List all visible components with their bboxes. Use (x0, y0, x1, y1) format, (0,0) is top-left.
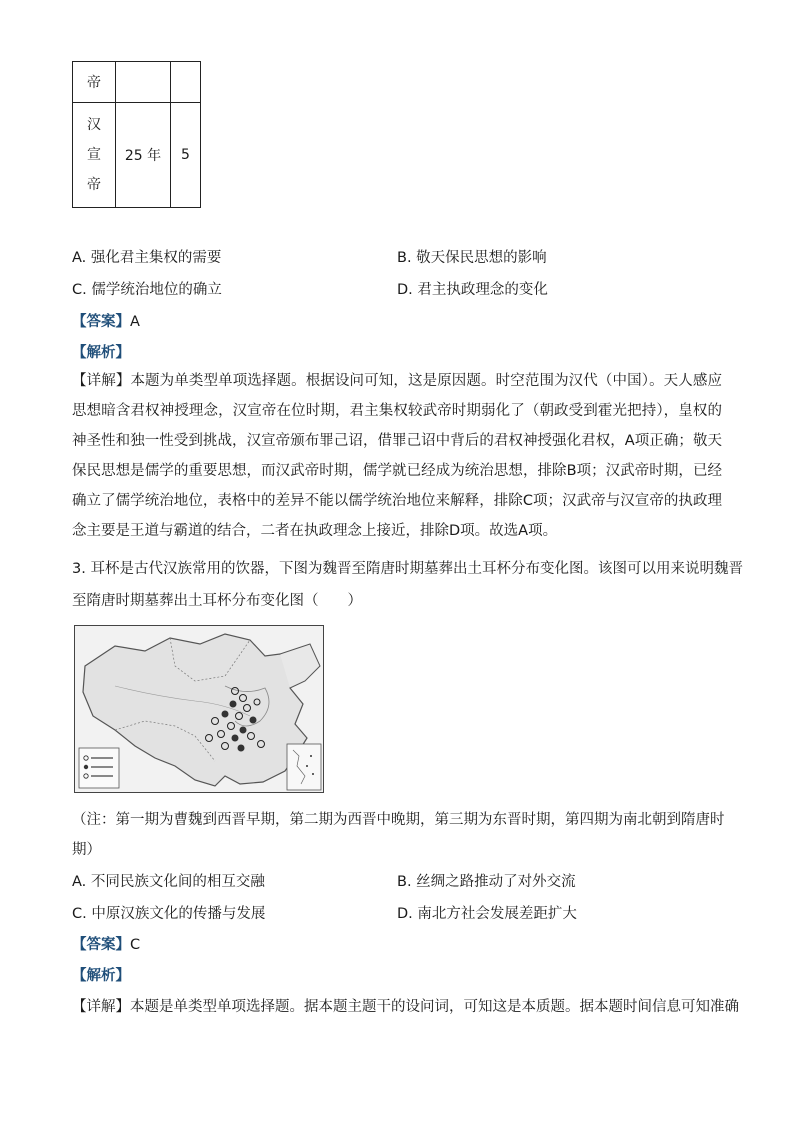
q3-option-c: C. 中原汉族文化的传播与发展 (72, 906, 266, 922)
q2-option-c: C. 儒学统治地位的确立 (72, 282, 222, 298)
emperor-char: 汉 (87, 117, 101, 133)
answer-tag: 【答案】 (72, 314, 130, 330)
q3-stem-line2: 至隋唐时期墓葬出土耳杯分布变化图（ ） (72, 593, 362, 609)
china-map-image (75, 626, 323, 792)
q2-option-b: B. 敬天保民思想的影响 (397, 250, 547, 266)
q3-option-d: D. 南北方社会发展差距扩大 (397, 906, 577, 922)
detail-text: 本题是单类型单项选择题。据本题主题干的设问词，可知这是本质题。据本题时间信息可知准确 (130, 999, 739, 1015)
answer-value: C (130, 937, 141, 953)
table-cell (171, 62, 201, 103)
table-cell (116, 62, 171, 103)
reign-table (72, 61, 201, 208)
detail-tag: 【详解】 (72, 373, 131, 389)
emperor-char: 帝 (87, 177, 101, 193)
answer-value: A (130, 314, 140, 330)
emperor-char: 宣 (87, 147, 101, 163)
ear-cup-distribution-map (74, 625, 324, 793)
detail-text: 本题为单类型单项选择题。根据设问可知，这是原因题。时空范围为汉代（中国）。天人感应思想暗含君权神授理念，汉宣帝在位时期，君主集权较武帝时期弱化了（朝政受到霍光把持），皇权的神圣性和独一性受到挑战，汉宣帝颁布罪己诏，借罪己诏中背后的君权神授强化君权，A项正确；敬天保民思想是儒学的重要思想，而汉武帝时期，儒学就已经成为统治思想，排除B项；汉武帝时期，已经确立了儒学统治地位，表格中的差异不能以儒学统治地位来解释，排除C项；汉武帝与汉宣帝的执政理念主要是王道与霸道的结合，二者在执政理念上接近，排除D项。故选A项。 (72, 373, 723, 539)
q3-stem-line1: 3. 耳杯是古代汉族常用的饮器，下图为魏晋至隋唐时期墓葬出土耳杯分布变化图。该图可以用来说明魏晋 (72, 561, 743, 577)
q3-note-line2: 期） (72, 842, 101, 858)
q3-option-b: B. 丝绸之路推动了对外交流 (397, 874, 576, 890)
q3-analysis-tag: 【解析】 (72, 968, 130, 984)
q3-note-line1: （注：第一期为曹魏到西晋早期，第二期为西晋中晚期，第三期为东晋时期，第四期为南北朝到隋唐时 (72, 812, 725, 828)
q2-answer (72, 310, 140, 331)
table-cell-emperor (73, 103, 116, 208)
q2-option-d: D. 君主执政理念的变化 (397, 282, 548, 298)
table-cell: 帝 (73, 62, 116, 103)
q2-option-a: A. 强化君主集权的需要 (72, 250, 222, 266)
q3-answer (72, 933, 140, 954)
q3-detail (72, 995, 739, 1016)
answer-tag: 【答案】 (72, 937, 130, 953)
q3-option-a: A. 不同民族文化间的相互交融 (72, 874, 265, 890)
q2-analysis-tag: 【解析】 (72, 345, 130, 361)
detail-tag: 【详解】 (72, 999, 130, 1015)
table-cell-count: 5 (171, 103, 201, 208)
table-cell-years: 25 年 (116, 103, 171, 208)
q2-detail (72, 366, 722, 546)
